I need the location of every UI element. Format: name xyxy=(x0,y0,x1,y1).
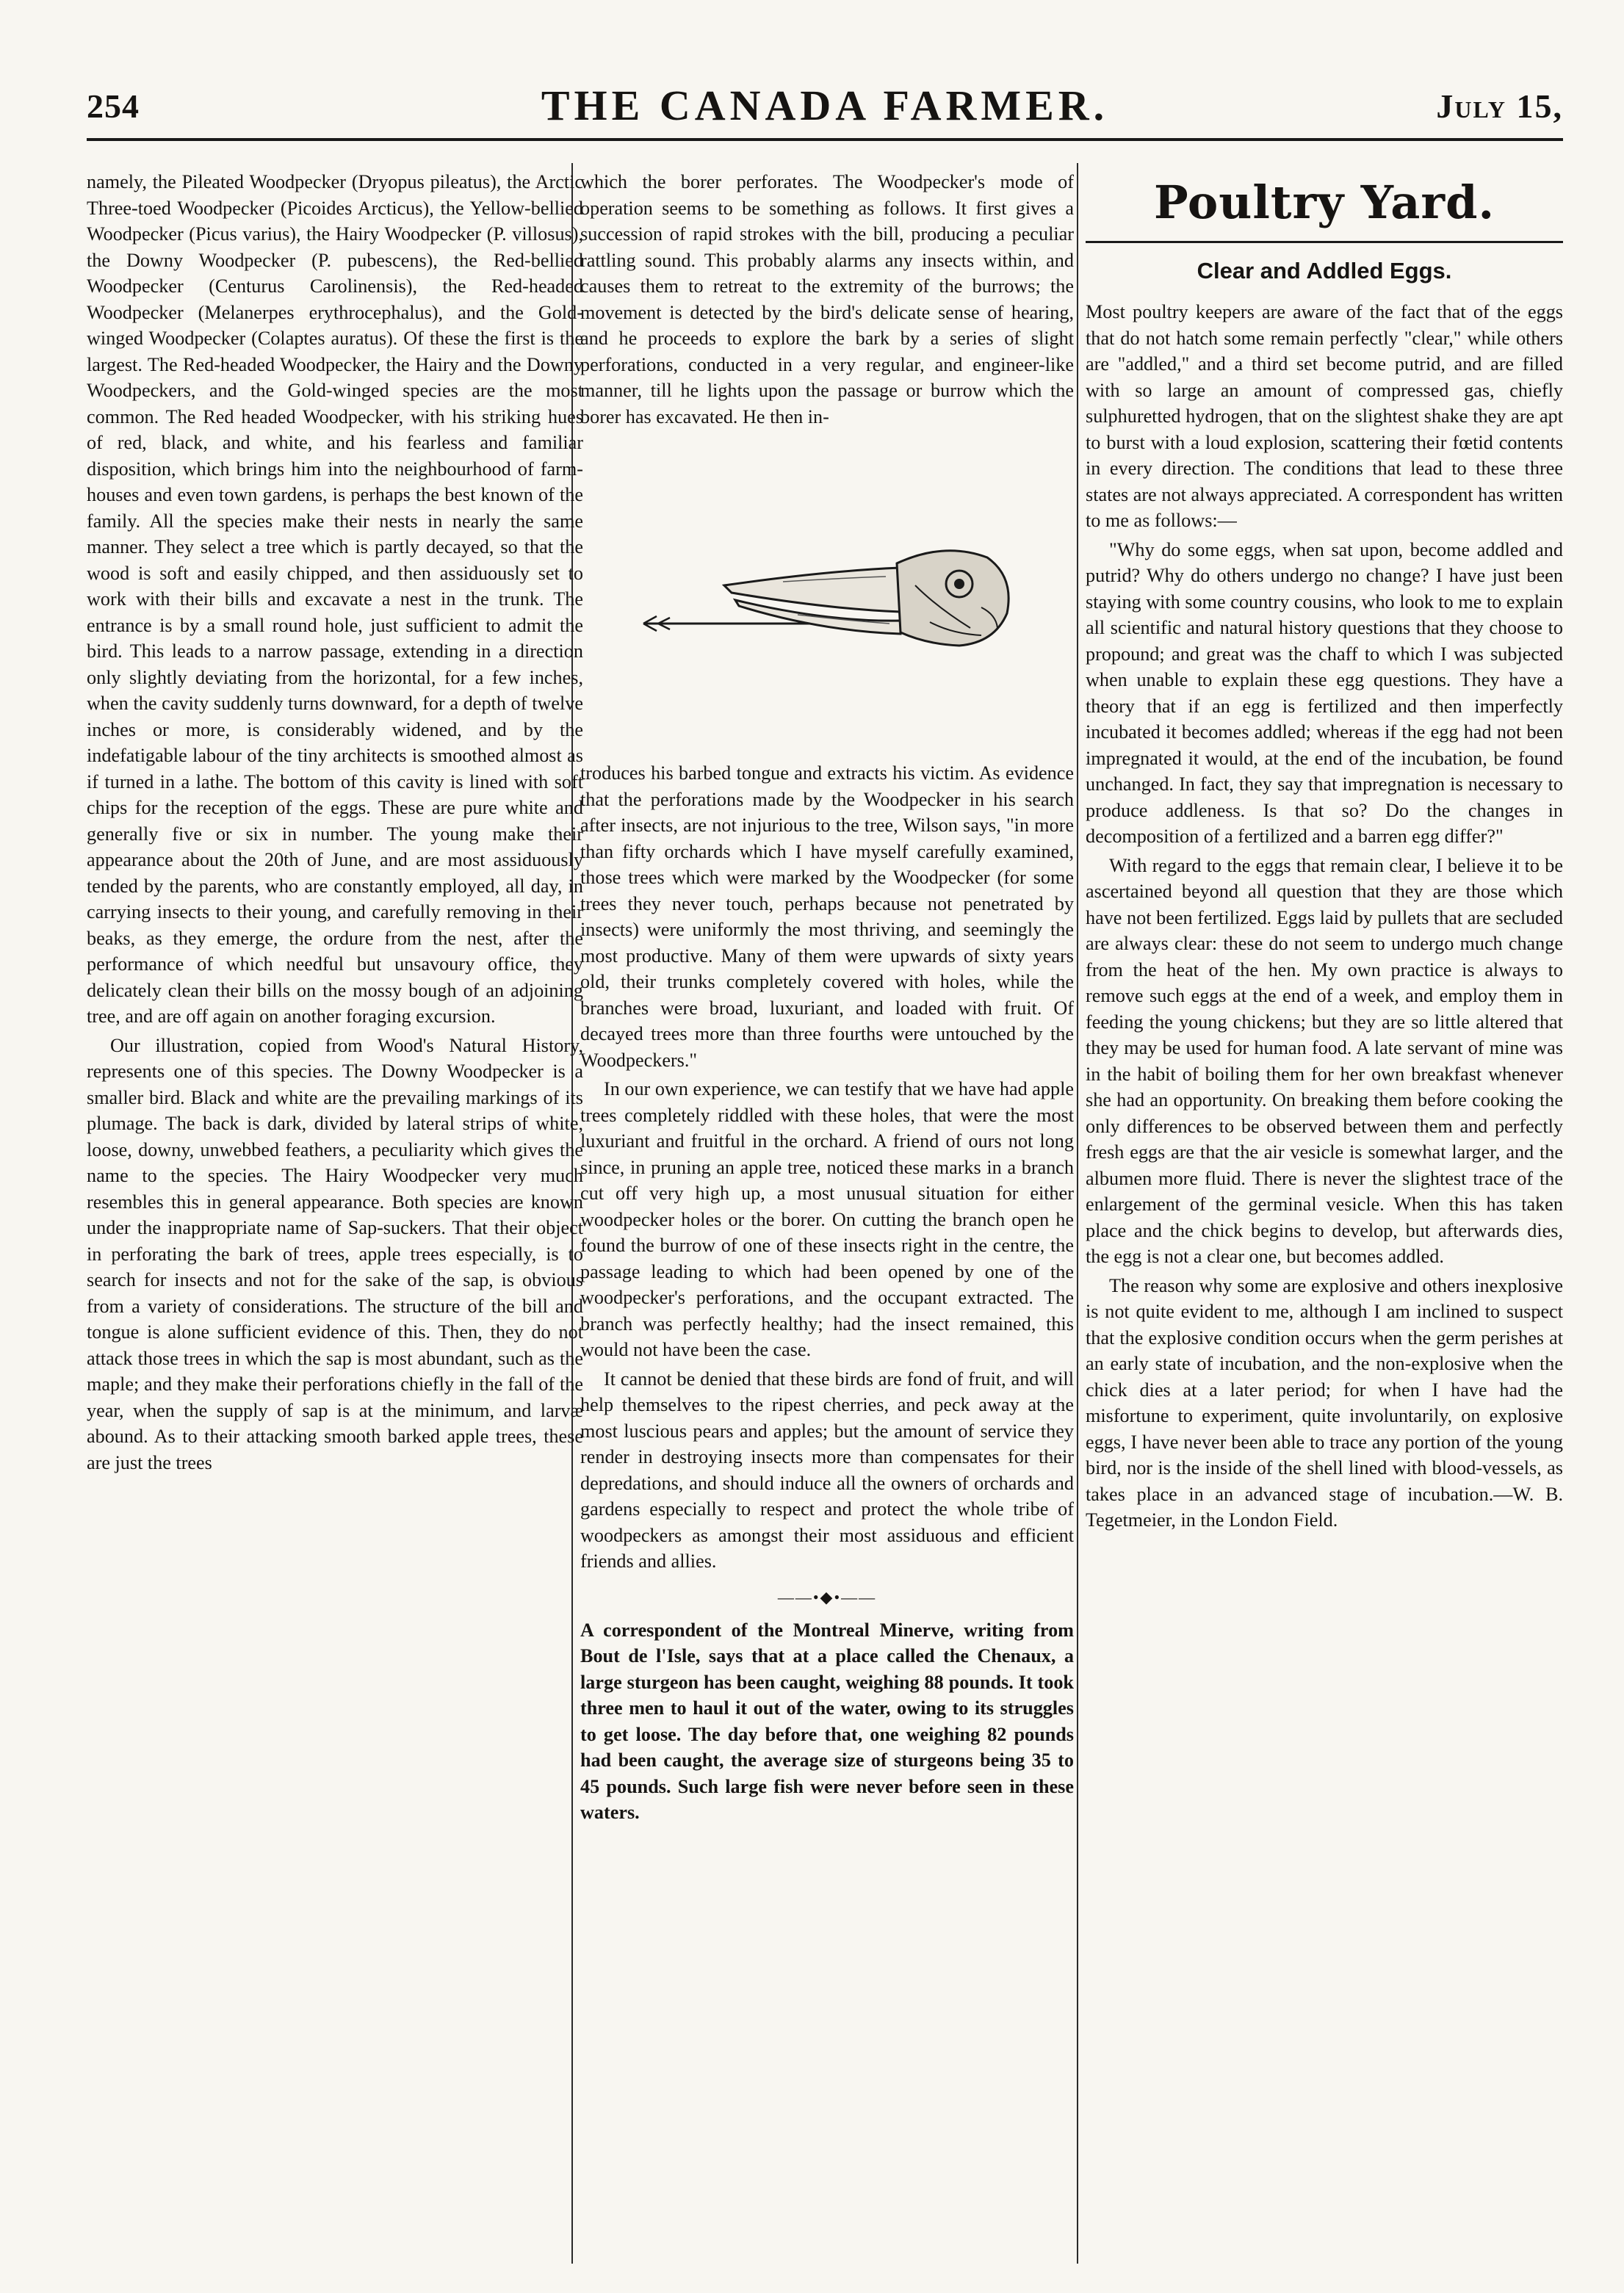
department-rule xyxy=(1086,241,1563,243)
issue-date: July 15, xyxy=(1436,87,1563,125)
column-rule-2 xyxy=(1077,163,1078,2264)
woodpecker-head-illustration xyxy=(580,438,1074,754)
paragraph: which the borer perforates. The Woodpecker's mode of operation seems to be something as follows. It first gives a succession of rapid strokes with the bill, producing a peculiar rattling sound. This probably alarms any insects within, and causes them to retreat to the extremity of the burrows; the movement is detected by the bird's delicate sense of hearing, and he proceeds to explore the bark by a series of slight perforations, conducted in a very regular, and engineer-like manner, till he lights upon the passage or burrow which the borer has excavated. He then in- xyxy=(580,171,1074,427)
column-2 xyxy=(580,169,1074,2262)
paragraph: Most poultry keepers are aware of the fact that of the eggs that do not hatch some remain perfectly "clear," while others are "addled," and a third set become putrid, and are filled with so large an amount of compressed gas, chiefly sulphuretted hydrogen, that on the slightest shake they are apt to burst with a loud explosion, scattering their fœtid contents in every direction. The conditions that lead to these three states are not always appreciated. A correspondent has written to me as follows:— xyxy=(1086,301,1563,531)
paragraph: "Why do some eggs, when sat upon, become addled and putrid? Why do others undergo no change? I have just been staying with some country cousins, who look to me to explain all scientific and natural history questions that they choose to propound; and great was the chaff to which I was subjected when unable to explain these egg questions. They have a theory that if an egg is fertilized and then imperfectly incubated it becomes addled; whereas if the egg had not been impregnated it would, at the end of the incubation, be found unchanged. In fact, they say that impregnation is necessary to produce addleness. Is that so? Do the changes in decomposition of a fertilized and a barren egg differ?" xyxy=(1086,538,1563,847)
newspaper-title: THE CANADA FARMER. xyxy=(541,82,1109,129)
header-rule xyxy=(87,138,1563,141)
paragraph: It cannot be denied that these birds are fond of fruit, and will help themselves to the ripest cherries, and peck away at the most luscious pears and apples; but the amount of service they render in destroying insects more than compensates for their depredations, and should induce all the owners of orchards and gardens especially to respect and protect the whole tribe of woodpeckers as amongst their most assiduous and efficient friends and allies. xyxy=(580,1368,1074,1572)
paragraph: The reason why some are explosive and others inexplosive is not quite evident to me, although I am inclined to suspect that the explosive condition occurs when the germ perishes at an early state of incubation, and the non-explosive when the chick dies at a later period; for when I have had the misfortune to experiment, quite involuntarily, on explosive eggs, I have never been able to trace any portion of the young bird, nor is the inside of the shell lined with blood-vessels, as takes place in an advanced stage of incubation.—W. B. Tegetmeier, in the London Field. xyxy=(1086,1274,1563,1531)
paragraph: In our own experience, we can testify that we have had apple trees completely riddled with these holes, that were the most luxuriant and fruitful in the orchard. A friend of ours not long since, in pruning an apple tree, noticed these marks in a branch cut off very high up, a most unusual situation for either woodpecker holes or the borer. On cutting the branch open he found the burrow of one of these insects right in the centre, the passage leading to which had been opened by one of the woodpecker's perforations, and the occupant extracted. The branch was perfectly healthy; had the insect remained, this would not have been the case. xyxy=(580,1078,1074,1360)
column-3 xyxy=(1086,169,1563,2262)
paragraph: Our illustration, copied from Wood's Natural History, represents one of this species. The Downy Woodpecker is a smaller bird. Black and white are the prevailing markings of its plumage. The back is dark, divided by lateral strips of white, loose, downy, unwebbed feathers, a peculiarity which gives the name to the species. The Hairy Woodpecker very much resembles this in general appearance. Both species are known under the inappropriate name of Sap-suckers. That their object in perforating the bark of trees, apple trees especially, is to search for insects and not for the sake of the sap, is obvious from a variety of considerations. The structure of the bill and tongue is alone sufficient evidence of this. Then, they do not attack those trees in which the sap is most abundant, such as the maple; and they make their perforations chiefly in the fall of the year, when the supply of sap is at the minimum, and larvæ abound. As to their attacking smooth barked apple trees, these are just the trees xyxy=(87,1034,583,1473)
page-header xyxy=(87,81,1563,132)
paragraph: troduces his barbed tongue and extracts his victim. As evidence that the perforations made by the Woodpecker in his search after insects, are not injurious to the tree, Wilson says, "in more than fifty orchards which I have myself carefully examined, those trees which were marked by the Woodpecker (for some trees they never touch, perhaps because not penetrated by insects) were uniformly the most thriving, and seemingly the most productive. Many of them were upwards of sixty years old, their trunks completely covered with holes, while the branches were broad, luxuriant, and loaded with fruit. Of decayed trees more than three fourths were untouched by the Woodpeckers." xyxy=(580,762,1074,1071)
department-heading: Poultry Yard. xyxy=(1153,176,1495,229)
article-subhead: Clear and Addled Eggs. xyxy=(1197,258,1452,284)
page-number: 254 xyxy=(87,87,140,125)
paragraph: namely, the Pileated Woodpecker (Dryopus pileatus), the Arctic Three-toed Woodpecker (Picoides Arcticus), the Yellow-bellied Woodpecker (Picus varius), the Hairy Woodpecker (P. villosus), the Downy Woodpecker (P. pubescens), the Red-bellied Woodpecker (Centurus Carolinensis), the Red-headed Woodpecker (Melanerpes erythrocephalus), and the Gold-winged Woodpecker (Colaptes auratus). Of these the first is the largest. The Red-headed Woodpecker, the Hairy and the Downy Woodpeckers, and the Gold-winged species are the most common. The Red headed Woodpecker, with his striking hues of red, black, and white, and his fearless and familiar disposition, which brings him into the neighbourhood of farm-houses and even town gardens, is perhaps the best known of the family. All the species make their nests in nearly the same manner. They select a tree which is partly decayed, so that the wood is soft and easily chipped, and then assiduously set to work with their bills and excavate a nest in the trunk. The entrance is by a small round hole, just sufficient to admit the bird. This leads to a narrow passage, extending in a direction only slightly deviating from the horizontal, for a few inches, when the cavity suddenly turns downward, for a depth of twelve inches or more, is considerably widened, and by the indefatigable labour of the tiny architects is smoothed almost as if turned in a lathe. The bottom of this cavity is lined with soft chips for the reception of the eggs. These are pure white and generally five or six in number. The young make their appearance about the 20th of June, and are most assiduously tended by the parents, who are constantly employed, all day, in carrying insects to their young, and carefully removing in their beaks, as they emerge, the ordure from the nest, after the performance of which needful but unsavoury office, they delicately clean their bills on the mossy bough of an adjoining tree, and are off again on another foraging excursion. xyxy=(87,171,583,1027)
sturgeon-paragraph: A correspondent of the Montreal Minerve, writing from Bout de l'Isle, says that at a place called the Chenaux, a large sturgeon has been caught, weighing 88 pounds. It took three men to haul it out of the water, owing to its struggles to get loose. The day before that, one weighing 82 pounds had been caught, the average size of sturgeons being 35 to 45 pounds. Such large fish were never before seen in these waters. xyxy=(580,1619,1074,1823)
column-1 xyxy=(87,169,583,2262)
section-divider: ——•◆•—— xyxy=(777,1587,877,1606)
woodpecker-head-icon xyxy=(636,541,1018,651)
paragraph: With regard to the eggs that remain clear, I believe it to be ascertained beyond all question that they are those which have not been fertilized. Eggs laid by pullets that are secluded are always clear: these do not seem to undergo much change from the heat of the hen. My own practice is always to remove such eggs at the end of a week, and employ them in feeding the young chickens; but they are so little altered that they may be used for human food. A late servant of mine was in the habit of boiling them for her own breakfast whenever she had an opportunity. On breaking them before cooking the only differences to be observed between them and perfectly fresh eggs are that the air vesicle is somewhat larger, and the albumen more fluid. There is never the slightest trace of the enlargement of the germinal vesicle. When this has taken place and the chick begins to develop, but afterwards dies, the egg is not a clear one, but becomes addled. xyxy=(1086,854,1563,1267)
